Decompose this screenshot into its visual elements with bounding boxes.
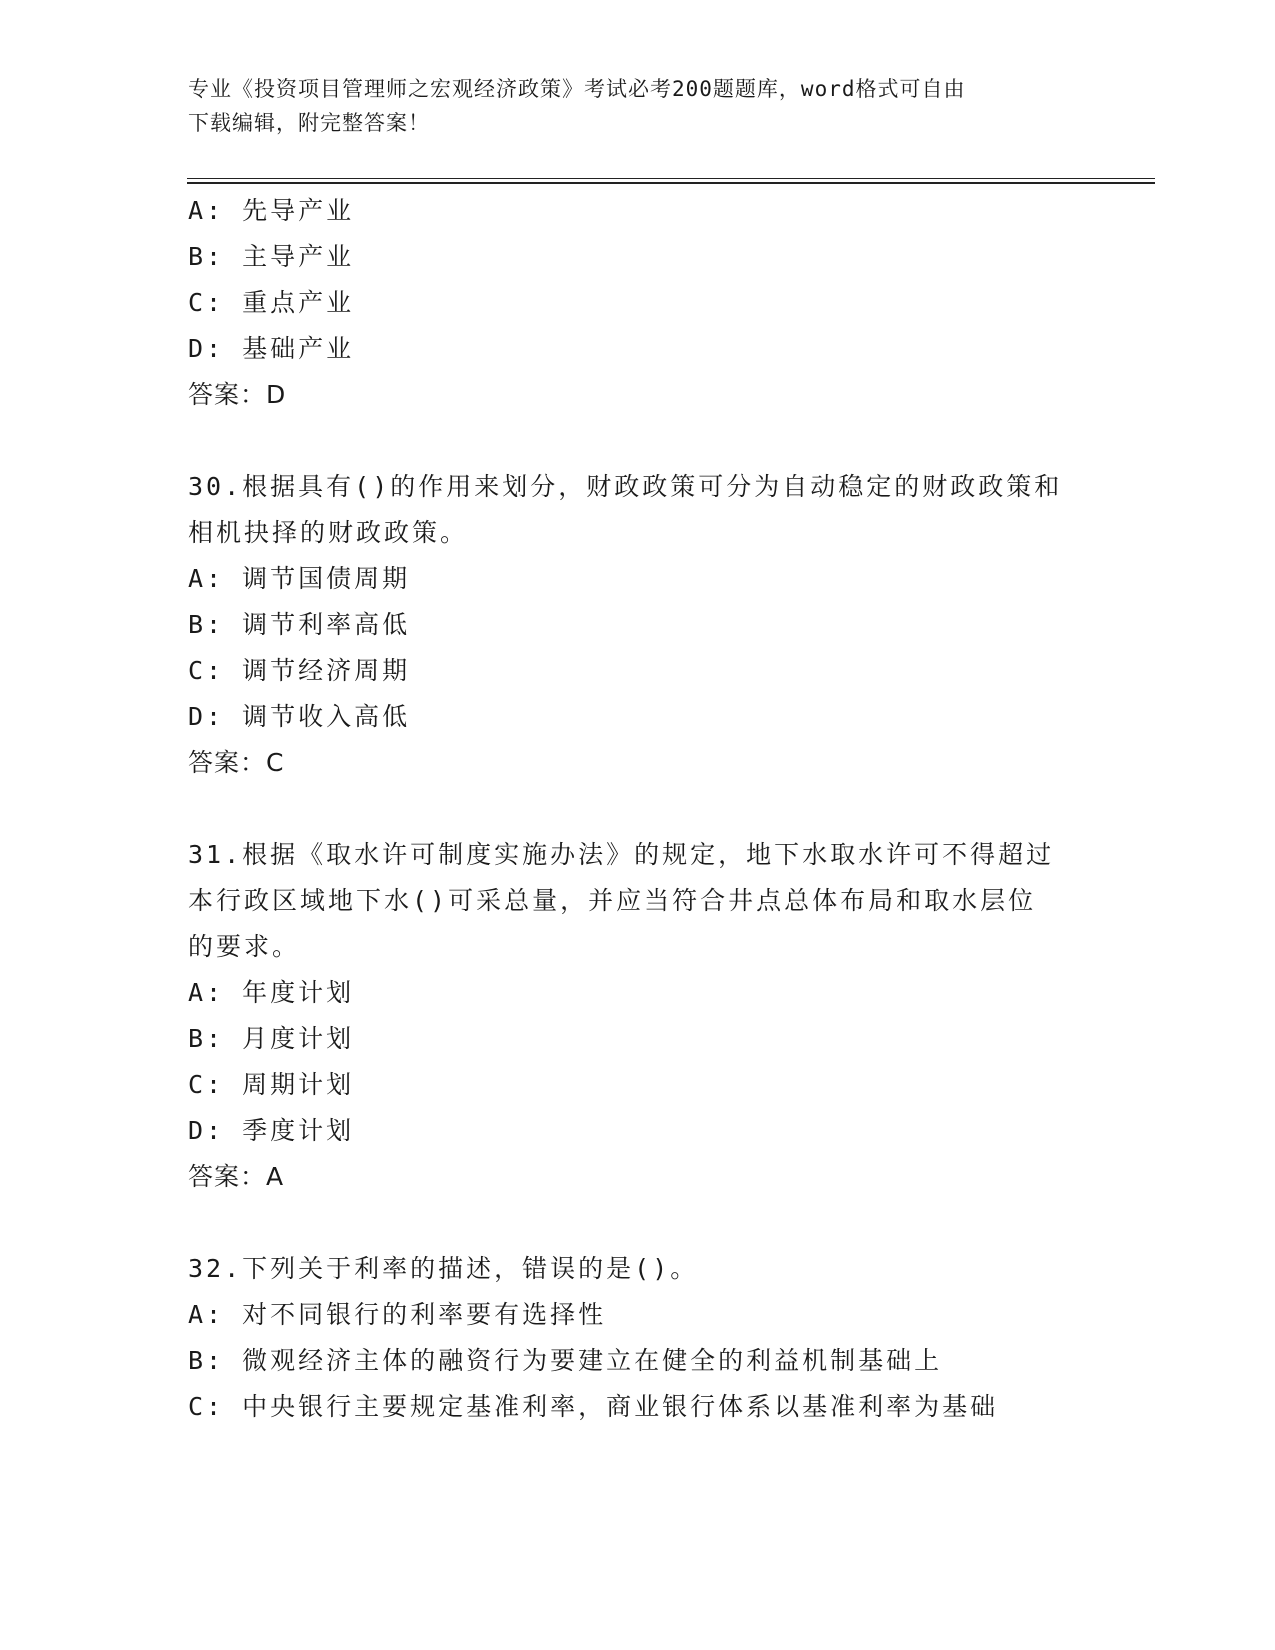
- option-b: B: 月度计划: [188, 1024, 355, 1053]
- option-a: A: 对不同银行的利率要有选择性: [188, 1300, 607, 1329]
- option-b: B: 调节利率高低: [188, 610, 411, 639]
- answer-text: 答案：C: [188, 748, 285, 777]
- question-stem-line: 相机抉择的财政政策。: [188, 518, 469, 547]
- option-a: A: 调节国债周期: [188, 564, 411, 593]
- option-a: A: 年度计划: [188, 978, 355, 1007]
- option-c: C: 中央银行主要规定基准利率，商业银行体系以基准利率为基础: [188, 1392, 999, 1421]
- option-d: D: 季度计划: [188, 1116, 355, 1145]
- question-30: [188, 464, 1088, 786]
- question-32: [188, 1246, 1088, 1430]
- header-divider-thick: [187, 182, 1155, 184]
- option-d: D: 调节收入高低: [188, 702, 411, 731]
- question-31: [188, 832, 1088, 1200]
- option-c: C: 周期计划: [188, 1070, 355, 1099]
- option-b: B: 微观经济主体的融资行为要建立在健全的利益机制基础上: [188, 1346, 943, 1375]
- question-stem-line: 30.根据具有()的作用来划分，财政政策可分为自动稳定的财政政策和: [188, 472, 1063, 501]
- question-stem-line: 32.下列关于利率的描述，错误的是()。: [188, 1254, 699, 1283]
- header-line-2: 下载编辑，附完整答案！: [188, 111, 430, 135]
- question-stem-line: 的要求。: [188, 932, 301, 961]
- header-divider-thin: [187, 178, 1155, 179]
- answer-text: 答案：A: [188, 1162, 285, 1191]
- option-a: A: 先导产业: [188, 196, 355, 225]
- option-b: B: 主导产业: [188, 242, 355, 271]
- question-29: [188, 188, 1088, 418]
- question-stem-line: 31.根据《取水许可制度实施办法》的规定，地下水取水许可不得超过: [188, 840, 1055, 869]
- header-line-1: 专业《投资项目管理师之宏观经济政策》考试必考200题题库，word格式可自由: [188, 77, 966, 101]
- option-c: C: 调节经济周期: [188, 656, 411, 685]
- option-c: C: 重点产业: [188, 288, 355, 317]
- option-d: D: 基础产业: [188, 334, 355, 363]
- question-list: [188, 188, 1088, 1430]
- answer-text: 答案：D: [188, 380, 287, 409]
- question-stem-line: 本行政区域地下水()可采总量，并应当符合井点总体布局和取水层位: [188, 886, 1037, 915]
- document-header: [188, 72, 1068, 140]
